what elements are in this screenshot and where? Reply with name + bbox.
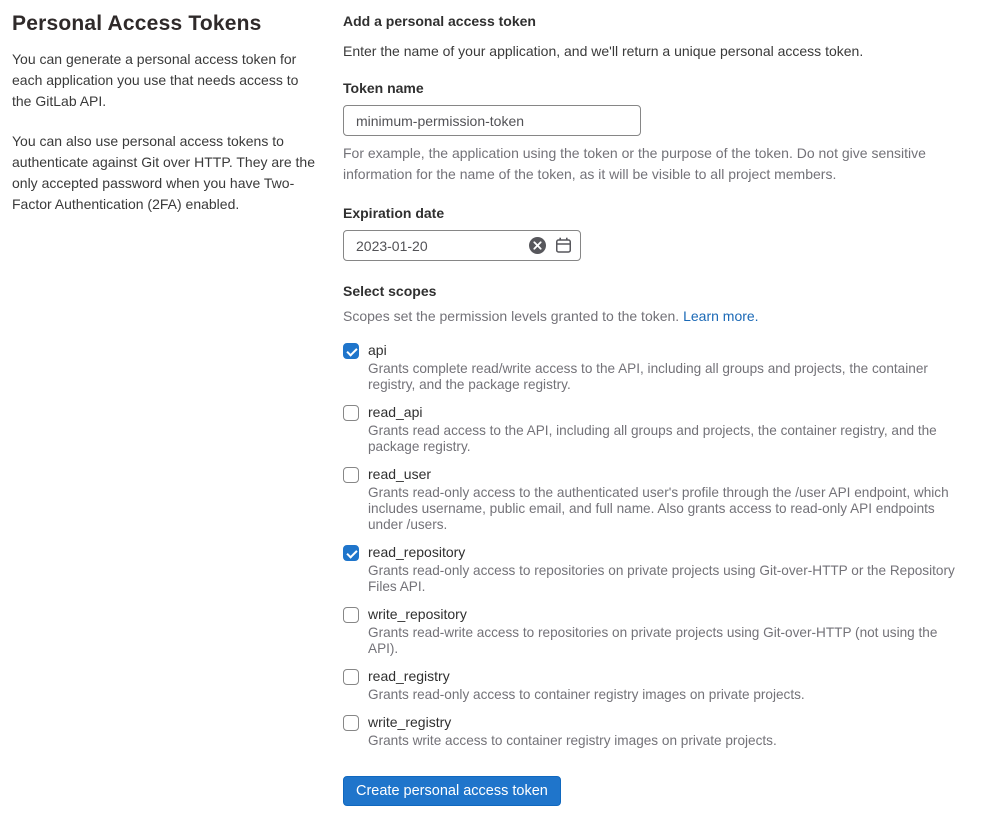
intro-paragraph-1: You can generate a personal access token for each application you use that needs access to the GitLab API.: [12, 51, 299, 109]
scope-item: [343, 465, 963, 533]
token-name-label: Token name: [343, 80, 424, 96]
scope-item: [343, 543, 963, 595]
scopes-description: Scopes set the permission levels granted to the token.: [343, 308, 684, 324]
circle-x-icon: [528, 236, 547, 255]
scope-description: Grants read-only access to container registry images on private projects.: [368, 687, 805, 702]
scope-label[interactable]: write_repository: [368, 606, 467, 622]
scope-item: [343, 341, 963, 393]
scopes-help: [343, 306, 963, 327]
scope-description: Grants complete read/write access to the API, including all groups and projects, the container registry, and the package registry.: [368, 361, 928, 392]
scope-item: [343, 605, 963, 657]
scope-checkbox[interactable]: [343, 607, 359, 623]
expiration-date-label: Expiration date: [343, 205, 445, 221]
page-title: Personal Access Tokens: [12, 12, 262, 35]
form-heading: Add a personal access token: [343, 13, 536, 29]
scope-checkbox[interactable]: [343, 405, 359, 421]
token-name-help: For example, the application using the token or the purpose of the token. Do not give sensitive information for the name of the token, as it will be visible to all project members.: [343, 145, 926, 182]
scope-label[interactable]: read_registry: [368, 668, 450, 684]
scope-checkbox[interactable]: [343, 715, 359, 731]
token-form: [343, 12, 963, 806]
scope-description: Grants read-only access to the authenticated user's profile through the /user API endpoint, which includes username, public email, and full name. Also grants access to read-only API endpoints under /users.: [368, 485, 949, 532]
scope-checkbox[interactable]: [343, 467, 359, 483]
calendar-icon: [555, 237, 572, 254]
scope-item: [343, 403, 963, 455]
scope-label[interactable]: read_user: [368, 466, 432, 482]
scope-label[interactable]: read_repository: [368, 544, 466, 560]
select-scopes-label: Select scopes: [343, 283, 437, 299]
scope-checkbox[interactable]: [343, 545, 359, 561]
token-name-input[interactable]: [343, 105, 641, 136]
scope-description: Grants write access to container registry images on private projects.: [368, 733, 777, 748]
scope-description: Grants read-write access to repositories on private projects using Git-over-HTTP (not using the API).: [368, 625, 938, 656]
scope-description: Grants read access to the API, including all groups and projects, the container registry, and the package registry.: [368, 423, 937, 454]
scope-label[interactable]: api: [368, 342, 387, 358]
clear-date-button[interactable]: [525, 230, 549, 261]
scope-list: [343, 341, 963, 749]
scope-item: [343, 713, 963, 749]
open-calendar-button[interactable]: [551, 230, 575, 261]
scope-checkbox[interactable]: [343, 343, 359, 359]
learn-more-link[interactable]: Learn more.: [683, 308, 759, 324]
scope-checkbox[interactable]: [343, 669, 359, 685]
scope-label[interactable]: read_api: [368, 404, 423, 420]
scope-label[interactable]: write_registry: [368, 714, 452, 730]
scope-description: Grants read-only access to repositories on private projects using Git-over-HTTP or the Repository Files API.: [368, 563, 955, 594]
form-subheading: Enter the name of your application, and we'll return a unique personal access token.: [343, 43, 864, 59]
expiration-date-field: [343, 230, 581, 261]
intro-paragraph-2: You can also use personal access tokens to authenticate against Git over HTTP. They are the only accepted password when you have Two-Factor Authentication (2FA) enabled.: [12, 133, 315, 212]
scope-item: [343, 667, 963, 703]
page-description-column: [12, 12, 315, 806]
create-token-button[interactable]: Create personal access token: [343, 776, 561, 806]
